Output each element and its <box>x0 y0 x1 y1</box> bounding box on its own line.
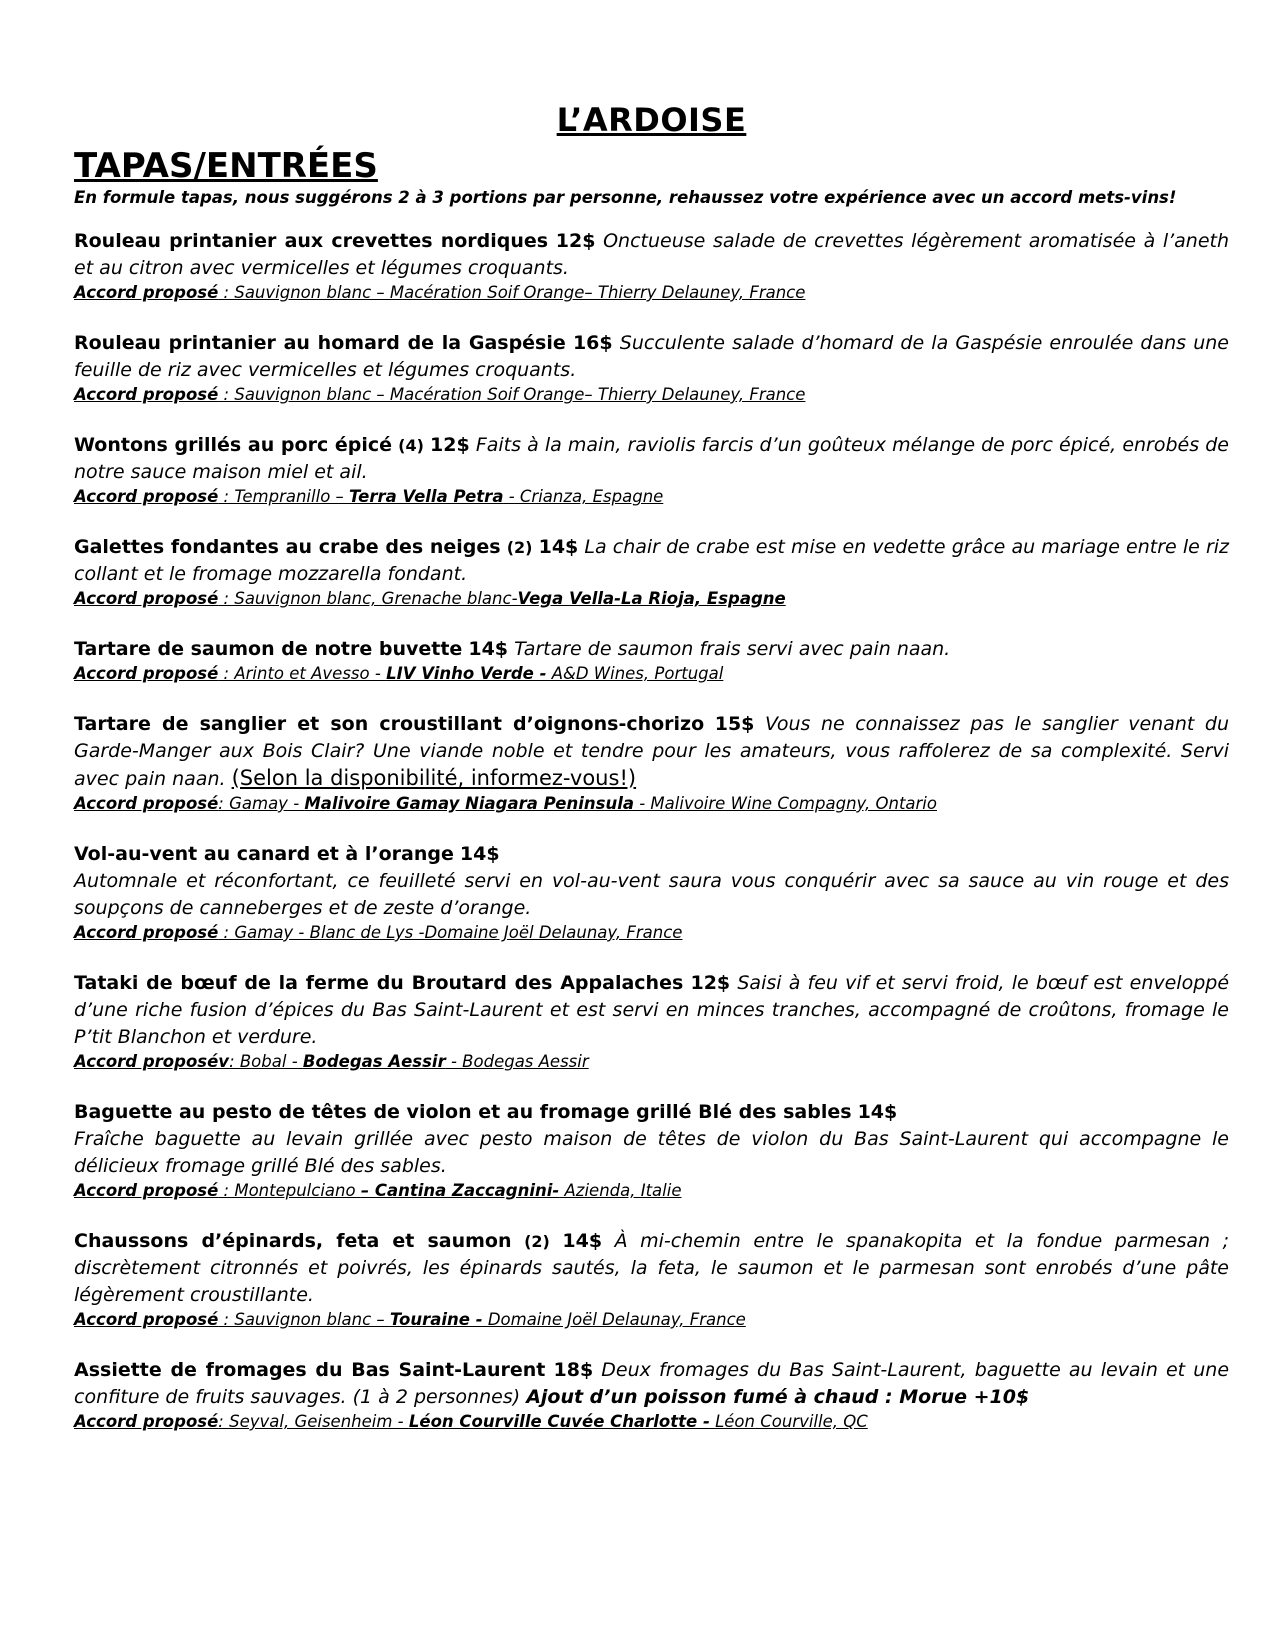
menu-item <box>74 970 1229 1073</box>
add-on-note: Ajout d’un poisson fumé à chaud : Morue +10$ <box>526 1386 1030 1408</box>
pairing-label: Accord proposé <box>74 1181 219 1200</box>
menu-item <box>74 1228 1229 1331</box>
pairing-text: : Seyval, Geisenheim - <box>218 1412 409 1431</box>
section-heading: TAPAS/ENTRÉES <box>74 146 378 186</box>
item-description: La chair de crabe est mise en vedette grâce au mariage entre le riz collant et le fromage mozzarella fondant. <box>74 536 1230 585</box>
item-price: 18$ <box>553 1359 594 1381</box>
pairing-label: Accord proposé <box>74 385 219 404</box>
pairing-wine: Touraine - <box>389 1310 483 1329</box>
pairing-wine: Vega Vella-La Rioja, Espagne <box>517 589 786 608</box>
menu-item <box>74 432 1229 508</box>
pairing-text: : Sauvignon blanc – Macération Soif Orange– Thierry Delauney, France <box>218 283 806 302</box>
menu-item <box>74 1357 1229 1433</box>
pairing-label: Accord proposé <box>74 283 219 302</box>
item-quantity: (2) <box>506 538 533 557</box>
item-name: Wontons grillés au porc épicé <box>74 434 393 456</box>
item-name: Rouleau printanier au homard de la Gaspésie <box>74 332 566 354</box>
pairing-label: Accord proposé <box>74 923 219 942</box>
item-price: 16$ <box>572 332 613 354</box>
pairing-text: : Montepulciano <box>218 1181 361 1200</box>
menu-item <box>74 228 1229 304</box>
item-description: Fraîche baguette au levain grillée avec pesto maison de têtes de violon du Bas Saint-Laurent qui accompagne le délicieux fromage grillé Blé des sables. <box>74 1128 1229 1177</box>
intro-text: En formule tapas, nous suggérons 2 à 3 portions par personne, rehaussez votre expérience avec un accord mets-vins! <box>74 188 1177 207</box>
item-price: 14$ <box>538 536 579 558</box>
item-name: Rouleau printanier aux crevettes nordiques <box>74 230 549 252</box>
pairing-origin: - Malivoire Wine Compagny, Ontario <box>633 794 937 813</box>
pairing-text: : Sauvignon blanc – Macération Soif Orange– Thierry Delauney, France <box>218 385 806 404</box>
item-description: Saisi à feu vif et servi froid, le bœuf est enveloppé d’une riche fusion d’épices du Bas Saint-Laurent et est servi en minces tranches, accompagné de croûtons, fromage le P’tit Blanchon et verdure. <box>74 972 1230 1048</box>
item-price: 14$ <box>857 1101 898 1123</box>
wine-pairing <box>74 282 1229 304</box>
wine-pairing <box>74 793 1229 815</box>
pairing-label: Accord proposé <box>74 1310 219 1329</box>
pairing-label: Accord proposé <box>74 794 219 813</box>
wine-pairing <box>74 588 1229 610</box>
menu-item <box>74 711 1229 815</box>
pairing-text: : Tempranillo – <box>218 487 350 506</box>
pairing-text: : Sauvignon blanc – <box>218 1310 390 1329</box>
pairing-origin: A&D Wines, Portugal <box>546 664 724 683</box>
menu-item <box>74 841 1229 944</box>
pairing-label: Accord proposé <box>74 664 219 683</box>
item-description: Deux fromages du Bas Saint-Laurent, baguette au levain et une confiture de fruits sauvages. (1 à 2 personnes) <box>74 1359 1230 1408</box>
pairing-label: Accord proposé <box>74 1412 219 1431</box>
wine-pairing <box>74 1180 1229 1202</box>
pairing-origin: Léon Courville, QC <box>709 1412 868 1431</box>
menu-item <box>74 1099 1229 1202</box>
item-price: 12$ <box>555 230 596 252</box>
menu-item <box>74 534 1229 610</box>
pairing-wine: Léon Courville Cuvée Charlotte - <box>408 1412 710 1431</box>
item-description: Automnale et réconfortant, ce feuilleté servi en vol-au-vent saura vous conquérir avec sa sauce au vin rouge et des soupçons de canneberges et de zeste d’orange. <box>74 870 1229 919</box>
item-price: 12$ <box>430 434 470 456</box>
wine-pairing <box>74 1411 1229 1433</box>
pairing-origin: - Bodegas Aessir <box>445 1052 589 1071</box>
item-price: 15$ <box>714 713 755 735</box>
restaurant-title: L’ARDOISE <box>556 101 747 139</box>
pairing-wine: Malivoire Gamay Niagara Peninsula <box>304 794 634 813</box>
pairing-origin: Azienda, Italie <box>559 1181 682 1200</box>
menu-item <box>74 330 1229 406</box>
item-price: 14$ <box>459 843 500 865</box>
item-description: À mi-chemin entre le spanakopita et la fondue parmesan ; discrètement citronnés et poivrés, les épinards sautés, la feta, le saumon et le parmesan sont enrobés d’une pâte légèrement croustillante. <box>74 1230 1229 1306</box>
pairing-label: Accord proposé <box>74 589 219 608</box>
item-description: Faits à la main, raviolis farcis d’un goûteux mélange de porc épicé, enrobés de notre sauce maison miel et ail. <box>74 434 1229 483</box>
pairing-wine: Terra Vella Petra <box>349 487 504 506</box>
pairing-text: : Bobal - <box>229 1052 303 1071</box>
item-name: Baguette au pesto de têtes de violon et au fromage grillé Blé des sables <box>74 1101 852 1123</box>
item-name: Assiette de fromages du Bas Saint-Laurent <box>74 1359 546 1381</box>
item-name: Vol-au-vent au canard et à l’orange <box>74 843 454 865</box>
pairing-label: Accord proposé <box>74 487 219 506</box>
pairing-wine: Bodegas Aessir <box>302 1052 446 1071</box>
item-price: 14$ <box>562 1230 603 1252</box>
pairing-text: : Gamay - <box>218 794 305 813</box>
menu-page <box>74 100 1229 1459</box>
availability-note: (Selon la disponibilité, informez-vous!) <box>231 766 637 790</box>
pairing-text: : Arinto et Avesso - <box>218 664 387 683</box>
pairing-wine: LIV Vinho Verde - <box>386 664 547 683</box>
item-name: Tartare de sanglier et son croustillant d’oignons-chorizo <box>74 713 705 735</box>
item-price: 12$ <box>690 972 731 994</box>
item-name: Chaussons d’épinards, feta et saumon <box>74 1230 512 1252</box>
item-name: Tataki de bœuf de la ferme du Broutard des Appalaches <box>74 972 684 994</box>
pairing-origin: - Crianza, Espagne <box>503 487 664 506</box>
pairing-origin: Domaine Joël Delaunay, France <box>482 1310 746 1329</box>
wine-pairing <box>74 1309 1229 1331</box>
pairing-text: : Sauvignon blanc, Grenache blanc- <box>218 589 518 608</box>
item-name: Galettes fondantes au crabe des neiges <box>74 536 501 558</box>
wine-pairing <box>74 1051 1229 1073</box>
item-name: Tartare de saumon de notre buvette <box>74 638 463 660</box>
wine-pairing <box>74 384 1229 406</box>
pairing-wine: – Cantina Zaccagnini- <box>360 1181 560 1200</box>
wine-pairing <box>74 486 1229 508</box>
item-quantity: (2) <box>524 1232 550 1251</box>
wine-pairing <box>74 922 1229 944</box>
item-description: Onctueuse salade de crevettes légèrement aromatisée à l’aneth et au citron avec vermicelles et légumes croquants. <box>74 230 1230 279</box>
item-price: 14$ <box>468 638 509 660</box>
pairing-text: : Gamay - Blanc de Lys -Domaine Joël Delaunay, France <box>218 923 683 942</box>
menu-item <box>74 636 1229 685</box>
item-quantity: (4) <box>398 436 424 455</box>
wine-pairing <box>74 663 1229 685</box>
item-description: Succulente salade d’homard de la Gaspésie enroulée dans une feuille de riz avec vermicelles et légumes croquants. <box>74 332 1229 381</box>
pairing-label: Accord proposév <box>74 1052 230 1071</box>
item-description: Tartare de saumon frais servi avec pain naan. <box>514 638 951 660</box>
item-description: Vous ne connaissez pas le sanglier venant du Garde-Manger aux Bois Clair? Une viande noble et tendre pour les amateurs, vous raffolerez de sa complexité. Servi avec pain naan. <box>74 713 1229 790</box>
